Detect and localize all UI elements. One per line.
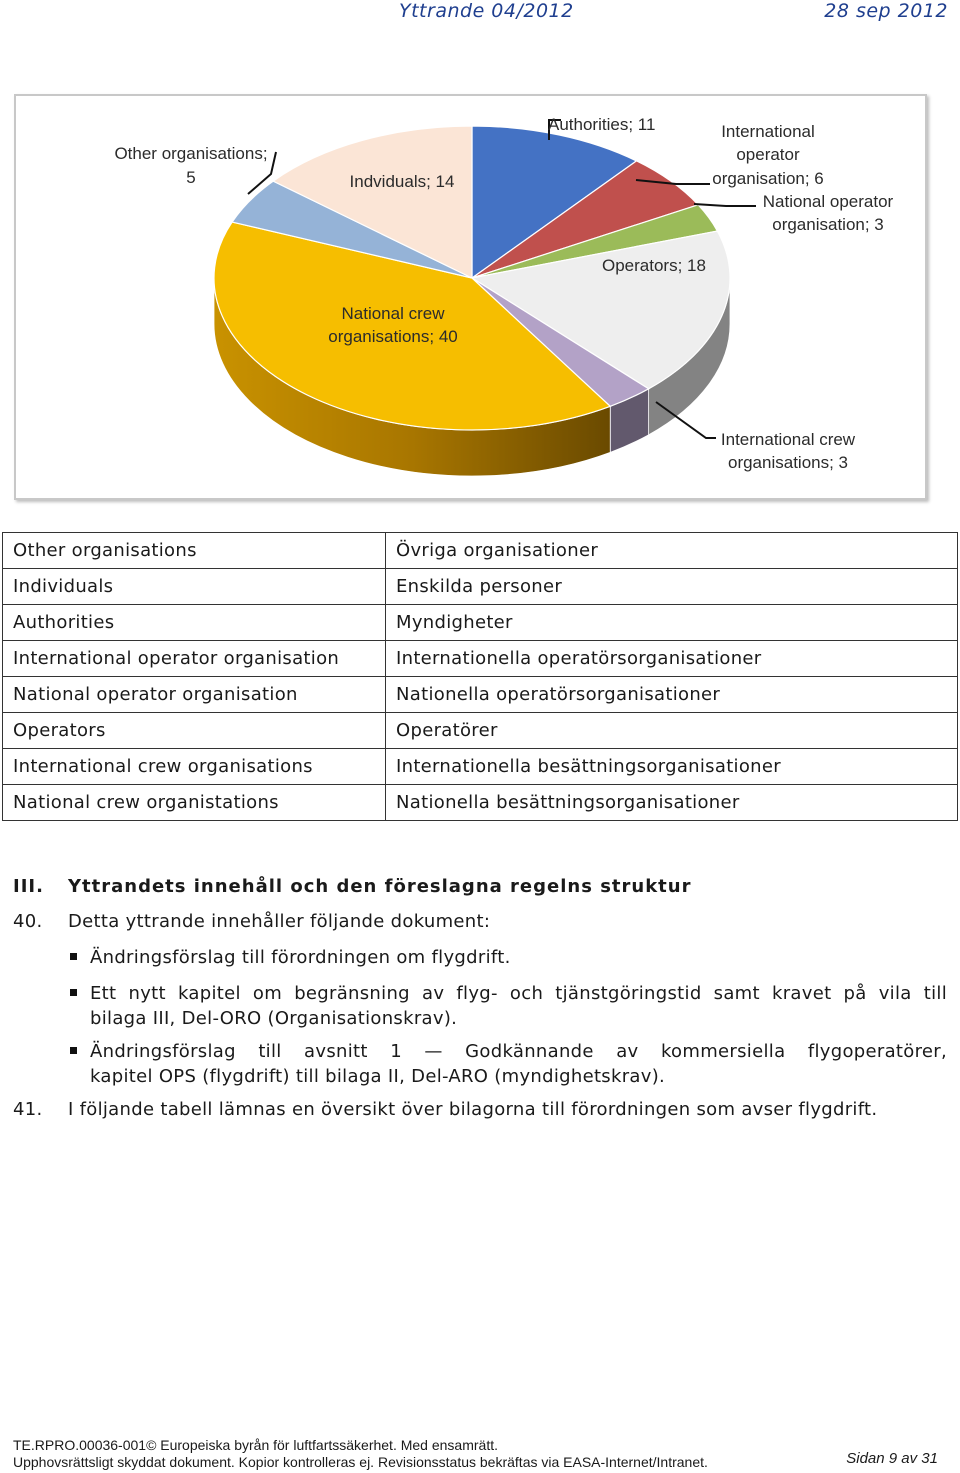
term-en: International operator organisation [3,641,386,677]
term-sv: Myndigheter [386,605,958,641]
pie-chart-svg [16,96,925,498]
term-sv: Operatörer [386,713,958,749]
table-row [3,713,958,749]
term-sv: Enskilda personer [386,569,958,605]
section-heading [13,876,691,897]
label-authorities: Authorities; 11 [548,115,656,134]
table-row [3,785,958,821]
section-number: III. [13,876,44,897]
pie-chart [14,94,927,500]
paragraph-41 [13,1099,877,1120]
translation-table [2,532,958,821]
term-en: Individuals [3,569,386,605]
label-other-2: 5 [186,168,196,187]
label-natl-crew-1: National crew [341,304,445,323]
label-natl-operator-2: organisation; 3 [772,215,884,234]
table-row [3,641,958,677]
term-sv: Nationella operatörsorganisationer [386,677,958,713]
bullet-square-icon [70,1047,77,1054]
bullet-square-icon [70,989,77,996]
section-title: Yttrandets innehåll och den föreslagna regelns struktur [68,876,692,897]
term-sv: Internationella operatörsorganisationer [386,641,958,677]
term-en: National operator organisation [3,677,386,713]
table-row [3,677,958,713]
bullet-text: Ändringsförslag till förordningen om flygdrift. [90,947,511,968]
bullet-item [70,981,947,1031]
bullet-item [70,945,947,970]
page-number: Sidan 9 av 31 [846,1450,938,1467]
label-individuals: Indviduals; 14 [349,172,455,191]
paragraph-text: I följande tabell lämnas en översikt över bilagorna till förordningen som avser flygdrift. [68,1099,878,1120]
label-other-1: Other organisations; [114,144,268,163]
leader-natl-operator [694,204,756,206]
table-row [3,569,958,605]
bullet-text-line: Ändringsförslag till avsnitt 1 — Godkännande av kommersiella flygoperatörer, [90,1041,947,1062]
table-row [3,533,958,569]
label-intl-operator-1: International [721,122,815,141]
document-date: 28 sep 2012 [824,0,948,22]
footer-notice: Upphovsrättsligt skyddat dokument. Kopior kontrolleras ej. Revisionsstatus bekräftas via EASA-Internet/Intranet. [13,1454,708,1470]
term-sv: Övriga organisationer [386,533,958,569]
label-natl-operator-1: National operator [762,192,894,211]
table-row [3,605,958,641]
paragraph-40 [13,911,490,932]
label-operators: Operators; 18 [602,256,706,275]
bullet-text-line: Ett nytt kapitel om begränsning av flyg- och tjänstgöringstid samt kravet på vila till [90,983,947,1004]
bullet-square-icon [70,953,77,960]
page-header [0,0,960,28]
term-en: Authorities [3,605,386,641]
page-footer [13,1437,708,1471]
paragraph-number: 40. [13,911,43,932]
table-row [3,749,958,785]
bullet-text-line: kapitel OPS (flygdrift) till bilaga II, Del-ARO (myndighetskrav). [90,1066,666,1087]
bullet-text-line: bilaga III, Del-ORO (Organisationskrav). [90,1008,458,1029]
term-sv: Nationella besättningsorganisationer [386,785,958,821]
term-en: Other organisations [3,533,386,569]
footer-copyright: TE.RPRO.00036-001© Europeiska byrån för luftfartssäkerhet. Med ensamrätt. [13,1437,498,1453]
label-intl-operator-2: operator [736,145,800,164]
document-label: Yttrande 04/2012 [399,0,574,22]
paragraph-text: Detta yttrande innehåller följande dokument: [68,911,491,932]
bullet-item [70,1039,947,1089]
label-intl-operator-3: organisation; 6 [712,169,824,188]
term-en: National crew organistations [3,785,386,821]
label-intl-crew-2: organisations; 3 [727,453,849,472]
label-intl-crew-1: International crew [720,430,856,449]
paragraph-number: 41. [13,1099,43,1120]
term-sv: Internationella besättningsorganisationer [386,749,958,785]
term-en: Operators [3,713,386,749]
label-natl-crew-2: organisations; 40 [328,327,458,346]
term-en: International crew organisations [3,749,386,785]
